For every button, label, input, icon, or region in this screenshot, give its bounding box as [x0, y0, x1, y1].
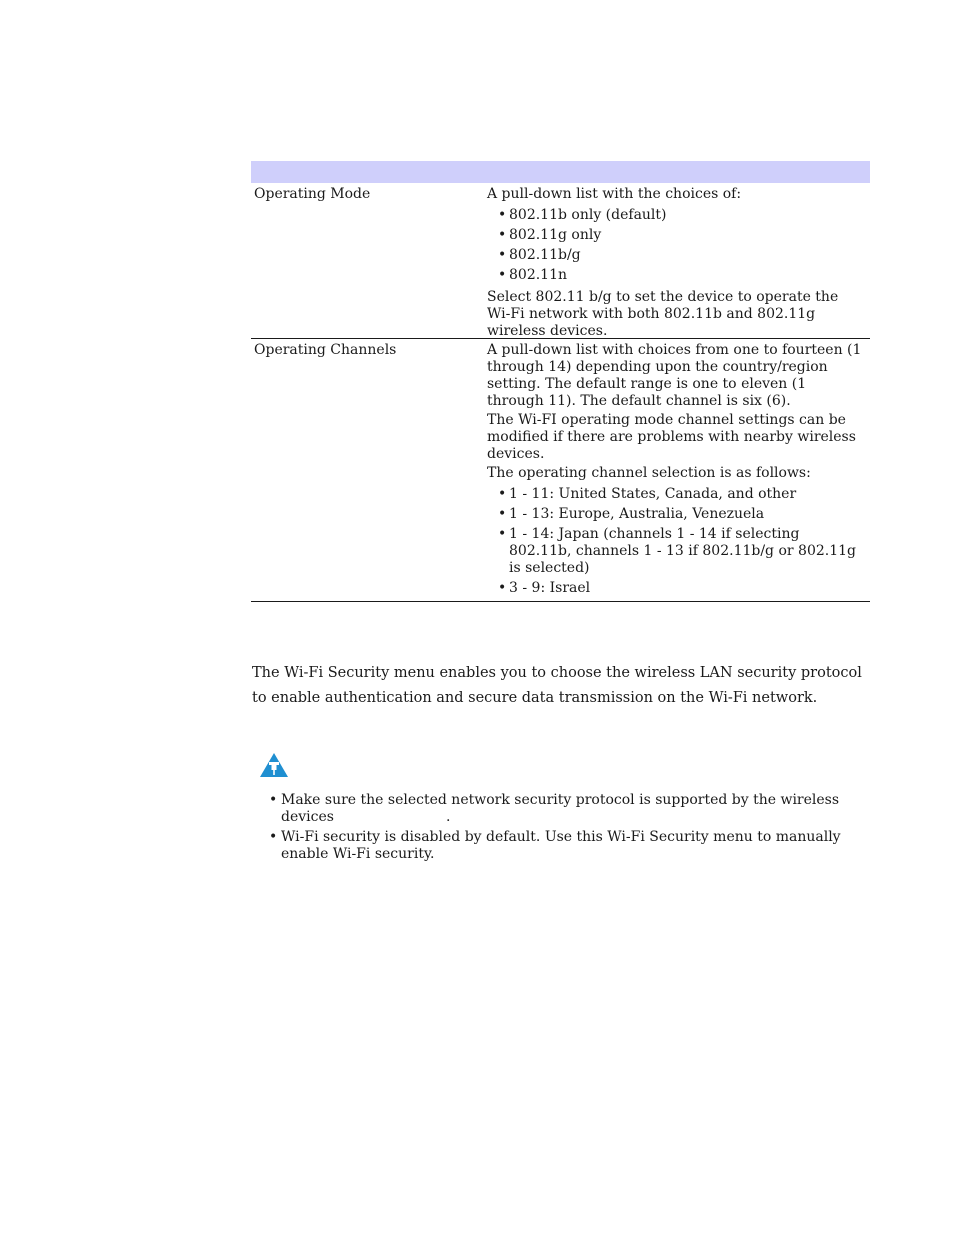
- list-item: • 1 - 11: United States, Canada, and other: [498, 486, 866, 503]
- channels-list: [487, 486, 866, 597]
- list-item: • 802.11n: [498, 267, 866, 284]
- list-item: • 802.11b only (default): [498, 207, 866, 224]
- note-pin-icon: [259, 752, 289, 778]
- list-item: • 1 - 13: Europe, Australia, Venezuela: [498, 506, 866, 523]
- description-text: A pull-down list with choices from one to fourteen (1 through 14) depending upon the country/region setting. The default range is one to eleven (1 through 11). The default channel is six (6).: [487, 342, 862, 409]
- list-item: • 1 - 14: Japan (channels 1 - 14 if selecting 802.11b, channels 1 - 13 if 802.11b/g or 802.11g is selected): [498, 526, 866, 577]
- note-text: Make sure the selected network security protocol is supported by the wireless devices: [281, 792, 840, 825]
- choices-list: [487, 207, 866, 284]
- list-item: • Wi-Fi security is disabled by default. Use this Wi-Fi Security menu to manually enable Wi-Fi security.: [269, 829, 869, 863]
- settings-table: [251, 161, 870, 602]
- note-list: [269, 792, 869, 866]
- list-item: • 802.11g only: [498, 227, 866, 244]
- param-description: [484, 339, 870, 601]
- list-item: • 802.11b/g: [498, 247, 866, 264]
- table-row: [251, 339, 870, 602]
- list-item: [269, 792, 869, 826]
- note-period: .: [445, 809, 451, 825]
- description-text: A pull-down list with the choices of:: [487, 186, 742, 202]
- param-name: Operating Mode: [254, 186, 371, 202]
- param-description: [484, 183, 870, 338]
- param-name: Operating Channels: [254, 342, 397, 358]
- description-text: The operating channel selection is as follows:: [487, 465, 811, 481]
- list-item: • 3 - 9: Israel: [498, 580, 866, 597]
- section-intro: The Wi-Fi Security menu enables you to choose the wireless LAN security protocol to enable authentication and secure data transmission on the Wi-Fi network.: [252, 665, 862, 706]
- description-text: Select 802.11 b/g to set the device to operate the Wi-Fi network with both 802.11b and 802.11g wireless devices.: [487, 289, 839, 339]
- table-row: [251, 183, 870, 339]
- table-header: [251, 161, 870, 183]
- description-text: The Wi-FI operating mode channel settings can be modified if there are problems with nearby wireless devices.: [487, 412, 856, 462]
